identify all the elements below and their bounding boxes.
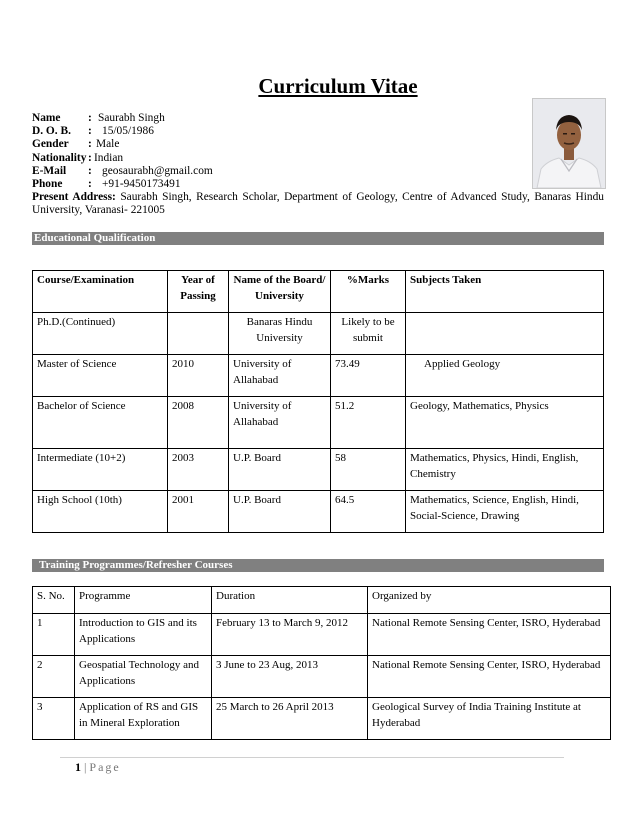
- table-row: [33, 313, 604, 355]
- header-board: Name of the Board/ University: [229, 271, 331, 313]
- table-row: [33, 614, 611, 656]
- phone-value: +91-9450173491: [102, 178, 181, 191]
- table-row: [33, 491, 604, 533]
- cell-board: U.P. Board: [229, 491, 331, 533]
- education-heading: Educational Qualification: [32, 232, 604, 245]
- header-duration: Duration: [212, 587, 368, 614]
- cell-course: Intermediate (10+2): [33, 449, 168, 491]
- address-label: Present Address:: [32, 191, 116, 203]
- header-sno: S. No.: [33, 587, 75, 614]
- cell-board: University of Allahabad: [229, 397, 331, 449]
- colon: :: [88, 151, 92, 164]
- training-header-row: [33, 587, 611, 614]
- name-label: Name: [32, 112, 61, 124]
- cell-marks: 51.2: [331, 397, 406, 449]
- cell-subjects: Geology, Mathematics, Physics: [406, 397, 604, 449]
- gender-value: Male: [96, 138, 120, 151]
- header-year: Year of Passing: [168, 271, 229, 313]
- table-row: [33, 355, 604, 397]
- colon: :: [88, 125, 92, 138]
- cell-course: Master of Science: [33, 355, 168, 397]
- cell-sno: 1: [33, 614, 75, 656]
- table-row: [33, 698, 611, 740]
- table-row: [33, 656, 611, 698]
- dob-label: D. O. B.: [32, 125, 71, 138]
- email-value[interactable]: geosaurabh@gmail.com: [102, 164, 213, 177]
- dob-value: 15/05/1986: [102, 125, 154, 138]
- dob-row: [32, 125, 213, 138]
- colon: :: [88, 138, 92, 151]
- footer-separator: |: [84, 760, 87, 774]
- cell-duration: February 13 to March 9, 2012: [212, 614, 368, 656]
- cell-programme: Geospatial Technology and Applications: [75, 656, 212, 698]
- training-heading: Training Programmes/Refresher Courses: [32, 559, 604, 572]
- profile-photo: [532, 98, 606, 189]
- cell-organizer: National Remote Sensing Center, ISRO, Hyderabad: [368, 656, 611, 698]
- cell-sno: 2: [33, 656, 75, 698]
- nationality-value: Indian: [94, 151, 124, 164]
- cell-programme: Introduction to GIS and its Applications: [75, 614, 212, 656]
- cell-organizer: National Remote Sensing Center, ISRO, Hyderabad: [368, 614, 611, 656]
- header-course: Course/Examination: [33, 271, 168, 313]
- address-value: Saurabh Singh, Research Scholar, Department of Geology, Centre of Advanced Study, Banaras Hindu University, Varanasi- 221005: [32, 191, 604, 217]
- name-value: Saurabh Singh: [98, 112, 165, 124]
- cell-subjects: Mathematics, Science, English, Hindi, Social-Science, Drawing: [406, 491, 604, 533]
- page-number: 1: [75, 760, 81, 774]
- header-marks: %Marks: [331, 271, 406, 313]
- nationality-label: Nationality: [32, 151, 87, 164]
- cell-board: University of Allahabad: [229, 355, 331, 397]
- footer-divider: [60, 757, 564, 758]
- personal-info: [32, 112, 213, 191]
- header-programme: Programme: [75, 587, 212, 614]
- training-table: [32, 586, 611, 740]
- cell-board: Banaras Hindu University: [229, 313, 331, 355]
- phone-label: Phone: [32, 178, 63, 191]
- colon: :: [88, 164, 92, 177]
- cell-organizer: Geological Survey of India Training Institute at Hyderabad: [368, 698, 611, 740]
- table-row: [33, 449, 604, 491]
- cell-year: 2008: [168, 397, 229, 449]
- colon: :: [88, 178, 92, 191]
- cell-subjects: [406, 313, 604, 355]
- cell-marks: 58: [331, 449, 406, 491]
- name-row: [32, 112, 213, 125]
- colon: :: [88, 112, 92, 124]
- cell-course: Bachelor of Science: [33, 397, 168, 449]
- page-word: Page: [89, 760, 121, 774]
- education-header-row: [33, 271, 604, 313]
- cell-year: 2010: [168, 355, 229, 397]
- cell-year: 2003: [168, 449, 229, 491]
- profile-photo-image: [533, 99, 605, 188]
- email-row: [32, 165, 213, 178]
- present-address: [32, 191, 604, 218]
- cell-year: 2001: [168, 491, 229, 533]
- cell-course: Ph.D.(Continued): [33, 313, 168, 355]
- cell-duration: 25 March to 26 April 2013: [212, 698, 368, 740]
- header-organizer: Organized by: [368, 587, 611, 614]
- cell-year: [168, 313, 229, 355]
- cell-subjects: Mathematics, Physics, Hindi, English, Chemistry: [406, 449, 604, 491]
- cell-programme: Application of RS and GIS in Mineral Exploration: [75, 698, 212, 740]
- page-footer: [75, 760, 121, 775]
- phone-row: [32, 178, 213, 191]
- cell-marks: 64.5: [331, 491, 406, 533]
- cell-sno: 3: [33, 698, 75, 740]
- table-row: [33, 397, 604, 449]
- education-table: [32, 270, 604, 533]
- nationality-row: [32, 152, 213, 165]
- cell-subjects: Applied Geology: [406, 355, 604, 397]
- cell-course: High School (10th): [33, 491, 168, 533]
- cell-marks: Likely to be submit: [331, 313, 406, 355]
- email-label: E-Mail: [32, 164, 67, 177]
- header-subjects: Subjects Taken: [406, 271, 604, 313]
- gender-label: Gender: [32, 138, 69, 151]
- cell-marks: 73.49: [331, 355, 406, 397]
- document-title: Curriculum Vitae: [258, 74, 418, 98]
- gender-row: [32, 138, 213, 151]
- cell-board: U.P. Board: [229, 449, 331, 491]
- cell-duration: 3 June to 23 Aug, 2013: [212, 656, 368, 698]
